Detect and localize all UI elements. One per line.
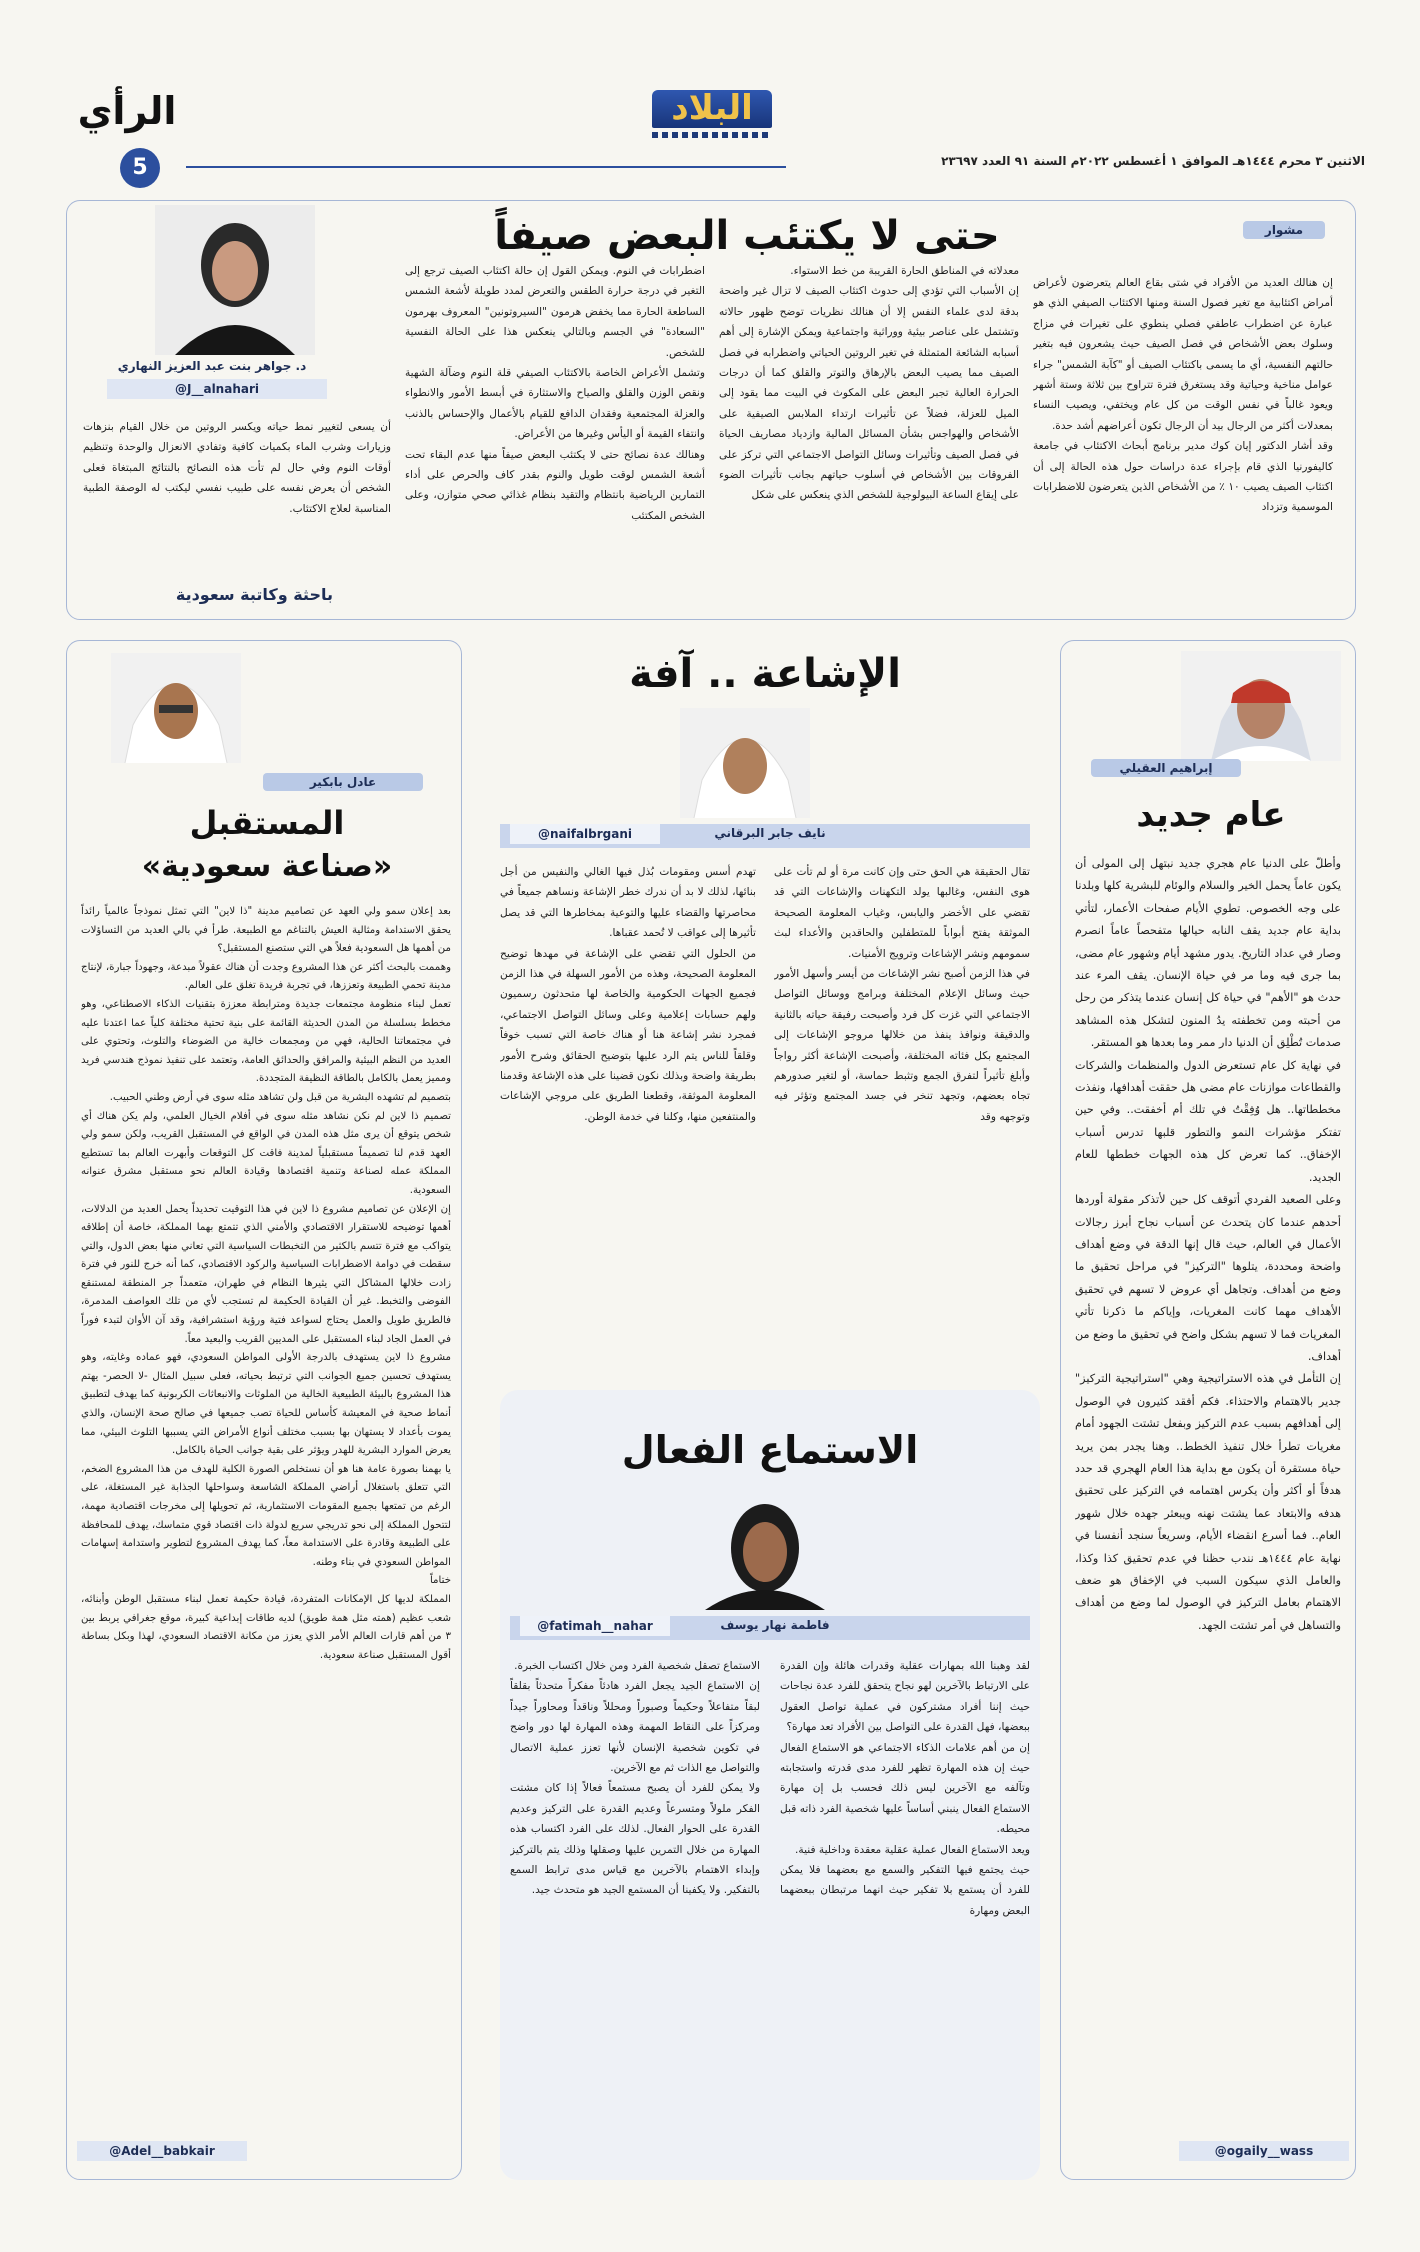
- author-handle[interactable]: @ogaily__wass: [1179, 2141, 1349, 2161]
- author-handle[interactable]: @fatimah__nahar: [520, 1616, 670, 1636]
- section-title: الرأي: [77, 89, 177, 133]
- article-column-1: لقد وهبنا الله بمهارات عقلية وقدرات هائلة وإن القدرة على الارتباط بالآخرين لهو نجاح يتحقق للفرد عدة نجاحات حيث إننا أفراد مشتركون في عملية تواصل العقول ببعضها، فهل القدرة على التواصل بين الأفراد تعد مهارة؟ إن من أهم علامات الذكاء الاجتماعي هو الاستماع الفعال حيث إن هذه المهارة تظهر للفرد مدى قدرته واستجابته وتآلفه مع الآخرين ليس ذلك فحسب بل إن مهارة الاستماع الفعال ينبني أساساً عليها شخصية الفرد ذاته قبل محيطه. ويعد الاستماع الفعال عملية عقلية معقدة وداخلية فنية. حيث يجتمع فيها التفكير والسمع مع بعضهما فلا يمكن للفرد أن يستمع بلا تفكير حيث انهما مرتبطان ببعضهما البعض ومهارة: [780, 1660, 1030, 1917]
- brand-logo: [652, 86, 772, 140]
- article-title-line1: المستقبل: [189, 804, 345, 842]
- article-rumor: [490, 636, 1040, 1376]
- author-name: عادل بابكير: [263, 773, 423, 791]
- article-column-3: اضطرابات في النوم. ويمكن القول إن حالة اكتئاب الصيف ترجع إلى التغير في درجة حرارة الطقس والتعرض لمدد طويلة لأشعة الشمس الساطعة الحارة مما يخفض هرمون "السيروتونين" المعروف بهرمون "السعادة" في الجسم وبالتالي ينعكس هذا على الحالة النفسية للشخص. وتشمل الأعراض الخاصة بالاكتئاب الصيفي قلة النوم وضآلة الشهية ونقص الوزن والقلق والصياح والاستثارة في أبسط الأمور والانطواء والعزلة المجتمعية وفقدان الدافع للقيام بالأعمال والإحساس بالذنب وانتفاء القيمة أو اليأس وغيرها من الأعراض. وهنالك عدة نصائح حتى لا يكتئب البعض صيفاً منها عدم البقاء تحت أشعة الشمس لوقت طويل والنوم بقدر كاف والحرص على أداء التمارين الرياضية بانتظام والتقيد بنظام غذائي صحي متوازن، وعلى الشخص المكتئب: [405, 265, 705, 522]
- article-new-year: [1060, 640, 1356, 2180]
- article-listening: [500, 1390, 1040, 2180]
- author-name: د. جواهر بنت عبد العزيز النهاري: [117, 359, 307, 373]
- brand-name: البلاد: [671, 88, 753, 128]
- article-title-line2: «صناعة سعودية»: [141, 849, 393, 884]
- author-name: نايف جابر البرقاني: [714, 826, 826, 840]
- article-title: الإشاعة .. آفة: [629, 651, 901, 697]
- article-column-4: أن يسعى لتغيير نمط حياته ويكسر الروتين من خلال القيام بنزهات وزيارات وشرب الماء بكميات كافية وتفادي الانعزال والوحدة وتنظيم أوقات النوم وفي حال لم تأت هذه النصائح بالنتائج المبتغاة فعلى الشخص أن يعرض نفسه على طبيب نفسي ليكتب له الوصفة الطبية المناسبة لعلاج الاكتئاب.: [83, 421, 391, 515]
- author-photo: [155, 205, 315, 355]
- author-signature: باحثة وكاتبة سعودية: [175, 585, 333, 604]
- article-column-1: إن هنالك العديد من الأفراد في شتى بقاع العالم يتعرضون لأعراض أمراض اكتئابية مع تغير فصول السنة ومنها الاكتئاب الصيفي الذي هو عبارة عن اضطراب عاطفي فصلي ينطوي على تغيرات في مزاج وسلوك بعض الأشخاص في فصل الصيف حيث يشعرون فيه بتغير حالتهم النفسية، أي ما يسمى باكتئاب الصيف أو "كآبة الشمس" جراء عوامل مناخية وحياتية وقد يستغرق فترة تتراوح بين ثلاثة وستة أشهر ويعود غالباً في نفس الوقت من كل عام ويختفي، ويصيب النساء بمعدلات أكثر من الرجال بيد أن الرجال تكون أعراضهم أشد حدة. وقد أشار الدكتور إيان كوك مدير برنامج أبحاث الاكتئاب في جامعة كاليفورنيا الذي قام بإجراء عدة دراسات حول هذه الحالة إلى أن اكتئاب الصيف يصيب ١٠ ٪ من الأشخاص الذين يتعرضون للاضطرابات الموسمية وتزداد: [1033, 277, 1333, 514]
- author-handle[interactable]: @J__alnahari: [107, 379, 327, 399]
- article-depression: [66, 200, 1356, 620]
- author-handle[interactable]: @naifalbrgani: [510, 824, 660, 844]
- article-column-2: تهدم أسس ومقومات بُذل فيها الغالي والنفيس من أجل بنائها، لذلك لا بد أن ندرك خطر الإشاعة ونساهم جميعاً في محاصرتها والقضاء عليها والتوعية بمخاطرها التي قد يصل تأثيرها إلى عواقب لا تُحمد عقباها. من الحلول التي تقضي على الإشاعة في مهدها توضيح المعلومة الصحيحة، وهذه من الأمور السهلة في هذا الزمن فجميع الجهات الحكومية والخاصة لها متحدثون رسميون ولهم حسابات إعلامية وعلى وسائل التواصل الاجتماعي، فمجرد نشر إشاعة هنا أو هناك خاصة التي تسبب خوفاً وقلقاً للناس يتم الرد عليها بتوضيح الحقائق وشرح الأمور بطريقة واضحة وبذلك نكون قضينا على هذه الإشاعة وقدمنا المعلومة الموثقة، وقطعنا الطريق على مروجي الإشاعات والمنتفعين منها، وكلنا في خدمة الوطن.: [500, 866, 756, 1123]
- author-photo: [111, 653, 241, 763]
- article-column-2: معدلاته في المناطق الحارة القريبة من خط الاستواء. إن الأسباب التي تؤدي إلى حدوث اكتئاب الصيف لا تزال غير واضحة بدقة لدى علماء النفس إلا أن هنالك نظريات توضح ظهور حالاته وتشتمل على عناصر بيئية ووراثية واجتماعية ويمكن الإشارة إلى أهم أسبابه الشائعة المتمثلة في تغير الروتين الحياتي واضطرابه في فصل الصيف مما يصيب البعض بالإرهاق والتوتر والقلق كما أن درجات الحرارة العالية تجبر البعض على المكوث في البيت مما يقود إلى الميل للعزلة، فضلاً عن تأثيرات ارتداء الملابس الصيفية على الأشخاص والهواجس بشأن المسائل المالية وازدياد مصاريف الحياة في فصل الصيف وتأثيرات وسائل التواصل الاجتماعي التي تركز على الفروقات بين الأشخاص في أسلوب حياتهم بجانب تأثيرات الضوء على إيقاع الساعة البيولوجية للشخص الذي ينعكس على شكل: [719, 265, 1019, 502]
- dateline: الاثنين ٣ محرم ١٤٤٤هـ الموافق ١ أغسطس ٢٠٢٢م السنة ٩١ العدد ٢٣٦٩٧: [941, 154, 1365, 168]
- article-title: الاستماع الفعال: [621, 1428, 919, 1472]
- author-handle[interactable]: @Adel__babkair: [77, 2141, 247, 2161]
- article-body: وأطلّ على الدنيا عام هجري جديد نبتهل إلى المولى أن يكون عاماً يحمل الخير والسلام والوئام للبشرية كلها وبلدنا على وجه الخصوص. تطوي الأيام صفحات الأعمار، لتأتي بداية عام جديد يقف النابه حيالها متفحصاً عاماً انصرم وصار في عداد التاريخ. يدور مشهد أيام وشهور عام مضى، بما جرى فيه وما مر في حياة الإنسان. يقف المرء عند حدث هو "الأهم" في حياة كل إنسان عندما يتذكر من رحل من أحبته ومن تخطفته يدُ المنون لتشكل هذه المشاهد صدمات تُطْلِق أن الدنيا دار ممر وما بعدها هو المستقر. في نهاية كل عام تستعرض الدول والمنظمات والشركات والقطاعات موازنات عام مضى هل حققت أهدافها، ونفذت مخططاتها.. هل وُفِقْتُ في تلك أم أخفقت.. وفي حين تفتكر مؤشرات النمو والتطور قلبها تدرس أسباب الإخفاق.. كما تعرض كل هذه الجهات خططها للعام الجديد. وعلى الصعيد الفردي أتوقف كل حين لأتذكر مقولة أوردها أحدهم عندما كان يتحدث عن أسباب نجاح أبرز رجالات الأعمال في العالم، حيث قال إنها الدقة في وضع أهداف واضحة ومحددة، يتلوها "التركيز" في مراحل تحقيق ما وضع من أهداف. وتجاهل أي عروض لا تسهم في تحقيق الأهداف مهما كانت المغريات، وإياكم ما ذكرنا تأتي المغريات فما لا تسهم بشكل واضح في تحقيق ما وضع من أهداف. إن التأمل في هذه الاستراتيجية وهي "استراتيجية التركيز" جدير بالاهتمام والاحتذاء. فكم أفقد كثيرون في الوصول إلى أهدافهم بسبب عدم التركيز وبفعل تشتت الجهود أمام مغريات تطرأ خلال تنفيذ الخطط.. وهنا يجدر بمن يريد حياة مستقرة أن يكون مع بداية هذا العام الهجري قد حدد هدفاً أو أكثر وأن يكرس اهتمامه في التركيز على تحقيق هدفه والابتعاد عما يشتت نهنه ويبعثر جهده خلال شهور العام.. فما أسرع انقضاء الأيام، وسريعاً سنجد أنفسنا في نهاية عام ١٤٤٤هـ نندب حظنا في عدم تحقيق كذا وكذا، والعامل الذي سيكون السبب في الإخفاق هو ضعف الاهتمام بعامل التركيز في الوصول لما وضع من أهداف والتساهل في أمر تشتت الجهد.: [1075, 857, 1341, 1632]
- author-name: إبراهيم العقيلي: [1091, 759, 1241, 777]
- article-column-2: الاستماع تصقل شخصية الفرد ومن خلال اكتساب الخبرة. إن الاستماع الجيد يجعل الفرد هادئاً مفكراً متحدثاً بقلقاً لبقاً متفاعلاً وحكيماً وصبوراً ومحللاً وناقداً ومحاوراً جيداً ومركزاً على النقاط المهمة وهذه المهارة لها دور واضح في تكوين شخصية الإنسان لأنها تعزز عملية الاتصال والتواصل مع الذات ثم مع الآخرين. ولا يمكن للفرد أن يصبح مستمعاً فعالاً إذا كان مشتت الفكر ملولاً ومتسرعاً وعديم القدرة على التركيز وعديم القدرة على الحوار الفعال. لذلك على الفرد اكتساب هذه المهارة من خلال التمرين عليها وصقلها وذلك يتم بالتركيز وإبداء الاهتمام بالآخرين مع قياس مدى ترابط السمع بالتفكير. ولا يكفينا أن المستمع الجيد هو متحدث جيد.: [510, 1660, 760, 1897]
- author-name: فاطمة نهار يوسف: [720, 1618, 830, 1632]
- article-title: حتى لا يكتئب البعض صيفاً: [494, 213, 1000, 259]
- column-label: مشوار: [1243, 221, 1325, 239]
- author-photo: [1181, 651, 1341, 761]
- author-photo: [695, 1490, 835, 1610]
- article-title: عام جديد: [1136, 795, 1286, 835]
- author-photo: [680, 708, 810, 818]
- masthead: [0, 0, 1420, 200]
- article-body: بعد إعلان سمو ولي العهد عن تصاميم مدينة "ذا لاين" التي تمثل نموذجاً عالمياً رائداً يحقق الاستدامة ومثالية العيش بالتناغم مع الطبيعة. طرأ في بالي العديد من التساؤلات من أهمها هل السعودية فعلاً هي التي ستصنع المستقبل؟ وهممت بالبحث أكثر عن هذا المشروع وجدت أن هناك عقولاً مبدعة، وجهوداً جبارة، لإنتاج مدينة تحمي الطبيعة وتعززها، في تجربة فريدة تغلق على العالم. تعمل لبناء منظومة مجتمعات جديدة ومترابطة معززة بتقنيات الذكاء الاصطناعي، وهو مخطط بسلسلة من المدن الحديثة القائمة على بنية تحتية مختلفة كلياً عما اعتدنا عليه في مجتمعاتنا الحالية، فهي من ومجمعات خالية من الضوضاء والتلوث، وتحتوي على العديد من النظم البيئية والمرافق والحدائق العامة، وتعتمد على تنفيذ نموذج هندسي فريد ومميز يعمل بالكامل بالطاقة النظيفة المتجددة. بتصميم لم تشهده البشرية من قبل ولن تشاهد مثله سوى في أرض وطني الحبيب. تصميم ذا لاين لم نكن نشاهد مثله سوى في أفلام الخيال العلمي، ولم يكن هناك أي شخص يتوقع أن يرى مثل هذه المدن في الواقع في المستقبل القريب، ولكن سمو ولي العهد قدم لنا تصميماً مستقبلياً لمدينة فاقت كل التوقعات وأبهرت العالم بما تستطيع المملكة عمله لصناعة وتنمية اقتصادها وقيادة العالم نحو مستقبل مشرق عنوانه السعودية. إن الإعلان عن تصاميم مشروع ذا لاين في هذا التوقيت تحديداً يحمل العديد من الدلالات، أهمها توضيحه للاستقرار الاقتصادي والأمني الذي تتمتع بهما المملكة، خاصة أن إطلاقه يتواكب مع فترة تتسم بالكثير من التخبطات السياسية التي تعاني منها بعض الدول، والتي سقطت في دوامة الاضطرابات السياسية والركود الاقتصادي، كما أنه خرج للنور في فترة زادت خلالها المشاكل التي يثيرها النظام في طهران، متعمداً جر المنطقة لمستنقع الفوضى والتخبط. غير أن القيادة الحكيمة لم تستجب لأي من تلك العواصف المدمرة، فالطريق طويل والعمل يحتاج لسواعد فتية ورؤية استشرافية، وقد آن الأوان لتبدء فوراً في العمل الجاد لبناء المستقبل على المديين القريب والبعيد معاً. مشروع ذا لاين يستهدف بالدرجة الأولى المواطن السعودي، فهو عماده وغايته، وهو يستهدف تحسين جميع الجوانب التي ترتبط بحياته، فعلى سبيل المثال -لا الحصر- يهتم هذا المشروع بالبيئة الطبيعية الخالية من الملوثات والانبعاثات الكربونية كما يهدف لتطبيق أنماط صحية في المعيشة كأساس للحياة تصب جميعها في صالح صحة الإنسان، والذي يموت بأعداد لا يستهان بها بسبب مختلف أنواع الأمراض التي يسببها التلوث البيئي، مما يعرض الموارد البشرية للهدر ويؤثر على بقية جوانب الحياة بالكامل. يا بهمنا بصورة عامة هنا هو أن نستخلص الصورة الكلية للهدف من هذا المشروع الضخم، التي تتعلق باستغلال أراضي المملكة الشاسعة وسواحلها الجذابة غير المستغلة، على الرغم من تمتعها بجميع المقومات الاستثمارية، ثم تحويلها إلى مخرجات اقتصادية مهمة، لتتحول المملكة إلى نحو تدريجي سريع لدولة ذات اقتصاد قوي متماسك، يهدف للمحافظة على الطبيعة وقادرة على الاستدامة معاً، كما يهدف المشروع لتطوير واستدامة إسهامات المواطن السعودي في بناء وطنه. ختاماً المملكة لديها كل الإمكانات المتفردة، قيادة حكيمة تعمل لبناء مستقبل الوطن وأبنائه، شعب عظيم (همته مثل همة طويق) لديه طاقات إبداعية كبيرة، موقع جغرافي يربط بين ٣ من أهم قارات العالم الأمر الذي يعزز من مكانة الاقتصاد السعودي، لهذا وبكل بساطة أقول المستقبل صناعة سعودية.: [81, 906, 451, 1661]
- article-column-1: تقال الحقيقة هي الحق حتى وإن كانت مرة أو لم تأت على هوى النفس، وغالبها يولد التكهنات والإشاعات التي قد تقضي على الأخضر واليابس، وغياب المعلومة الصحيحة الموثقة يفتح أبواباً للمتطفلين والحاقدين والأعداء لبث سمومهم ونشر الإشاعات وترويج الأمنيات. في هذا الزمن أصبح نشر الإشاعات من أيسر وأسهل الأمور حيث وسائل الإعلام المختلفة وبرامج ووسائل التواصل الاجتماعي التي غزت كل فرد وأصبحت رفيقة حياته بالثانية والدقيقة ونوافذ ينفذ من خلالها مروجو الإشاعات إلى المجتمع بكل فئاته المختلفة، وأصبحت الإشاعة أكثر رواجاً وأبلغ تأثيراً لتفرق الجمع وتثبط حماسة، أو لتغير صدورهم تجاه بعضهم، وتجهد تنخر في جسد المجتمع وتؤثر فيه وتوجهه وقد: [774, 866, 1030, 1123]
- article-future: [66, 640, 462, 2180]
- page-number: 5: [120, 148, 160, 188]
